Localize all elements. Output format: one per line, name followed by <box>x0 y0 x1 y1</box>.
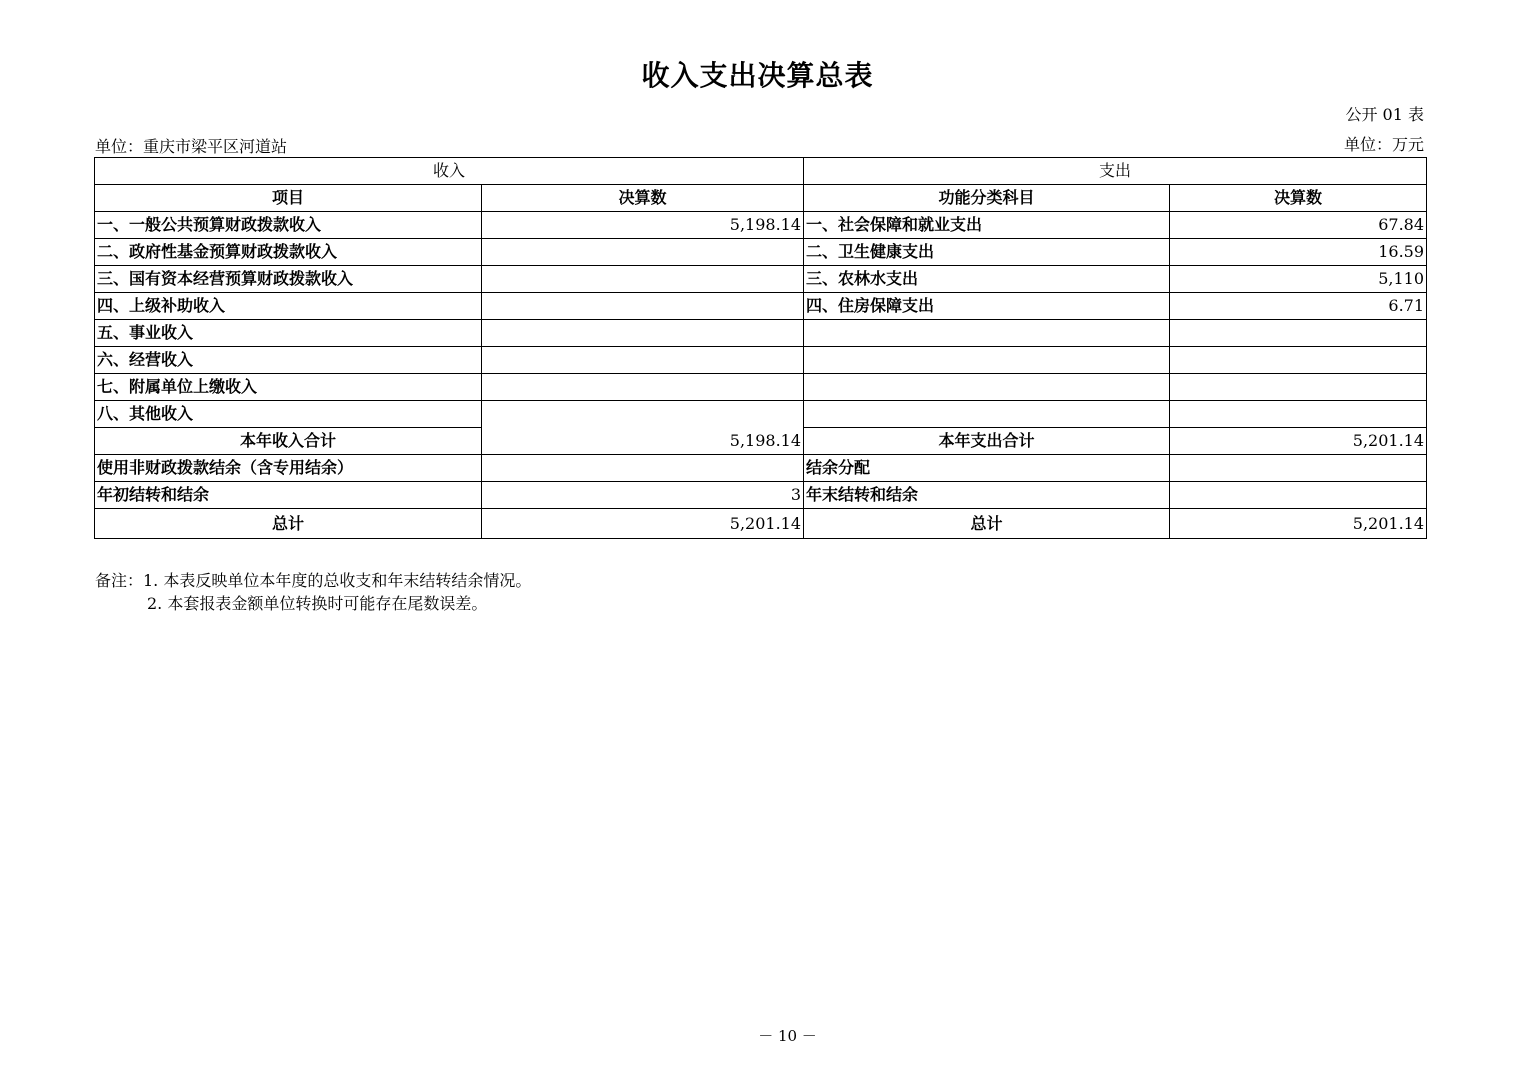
expense-item-label: 年末结转和结余 <box>804 482 1170 509</box>
income-item-label: 一、一般公共预算财政拨款收入 <box>95 212 482 239</box>
income-item-value <box>482 374 804 401</box>
income-item-label: 七、附属单位上缴收入 <box>95 374 482 401</box>
table-row <box>95 293 1427 320</box>
income-expense-table <box>94 157 1427 539</box>
table-row <box>95 374 1427 401</box>
expense-item-label: 四、住房保障支出 <box>804 293 1170 320</box>
income-item-value <box>482 239 804 266</box>
expense-item-label: 一、社会保障和就业支出 <box>804 212 1170 239</box>
expense-amount-column-header: 决算数 <box>1170 185 1427 212</box>
notes <box>95 569 531 615</box>
expense-item-label <box>804 320 1170 347</box>
table-column-header-row <box>95 185 1427 212</box>
expense-item-label <box>804 347 1170 374</box>
expense-item-value: 16.59 <box>1170 239 1427 266</box>
expense-item-value: 67.84 <box>1170 212 1427 239</box>
table-row <box>95 239 1427 266</box>
income-grand-total-value: 5,201.14 <box>482 509 804 539</box>
year-expense-total-value: 5,201.14 <box>1170 428 1427 455</box>
income-item-value <box>482 320 804 347</box>
income-item-label: 四、上级补助收入 <box>95 293 482 320</box>
income-item-label: 三、国有资本经营预算财政拨款收入 <box>95 266 482 293</box>
expense-item-value <box>1170 374 1427 401</box>
income-item-label: 年初结转和结余 <box>95 482 482 509</box>
expense-item-label <box>804 374 1170 401</box>
income-item-label: 使用非财政拨款结余（含专用结余） <box>95 455 482 482</box>
income-item-label: 五、事业收入 <box>95 320 482 347</box>
function-subject-column-header: 功能分类科目 <box>804 185 1170 212</box>
income-item-label: 八、其他收入 <box>95 401 482 428</box>
page-title: 收入支出决算总表 <box>641 59 874 92</box>
year-expense-total-label: 本年支出合计 <box>804 428 1170 455</box>
income-item-label: 二、政府性基金预算财政拨款收入 <box>95 239 482 266</box>
income-item-value: 5,198.14 <box>482 212 804 239</box>
income-item-value <box>482 455 804 482</box>
note-line: 备注：1. 本表反映单位本年度的总收支和年末结转结余情况。 <box>95 571 532 590</box>
income-amount-column-header: 决算数 <box>482 185 804 212</box>
expense-grand-total-value: 5,201.14 <box>1170 509 1427 539</box>
year-income-total-value: 5,198.14 <box>482 401 804 455</box>
item-column-header: 项目 <box>95 185 482 212</box>
page-number: － 10 － <box>758 1027 817 1045</box>
grand-total-row <box>95 509 1427 539</box>
money-unit: 单位：万元 <box>1343 135 1424 154</box>
year-income-total-label: 本年收入合计 <box>95 428 482 455</box>
income-item-value <box>482 347 804 374</box>
table-row <box>95 482 1427 509</box>
reporting-unit: 单位：重庆市梁平区河道站 <box>95 137 288 156</box>
table-row <box>95 320 1427 347</box>
income-item-value <box>482 293 804 320</box>
table-row <box>95 212 1427 239</box>
expense-grand-total-label: 总计 <box>804 509 1170 539</box>
expense-item-value <box>1170 320 1427 347</box>
income-item-label: 六、经营收入 <box>95 347 482 374</box>
table-row <box>95 401 1427 428</box>
expense-item-value <box>1170 455 1427 482</box>
expense-item-value: 6.71 <box>1170 293 1427 320</box>
expense-section-header: 支出 <box>804 158 1427 185</box>
table-section-header-row <box>95 158 1427 185</box>
income-item-value <box>482 266 804 293</box>
table-row <box>95 455 1427 482</box>
expense-item-value <box>1170 347 1427 374</box>
expense-item-label <box>804 401 1170 428</box>
income-item-value: 3 <box>482 482 804 509</box>
expense-item-value: 5,110 <box>1170 266 1427 293</box>
form-code: 公开 01 表 <box>1345 105 1424 124</box>
expense-item-value <box>1170 482 1427 509</box>
income-grand-total-label: 总计 <box>95 509 482 539</box>
expense-item-label: 三、农林水支出 <box>804 266 1170 293</box>
note-line: 2. 本套报表金额单位转换时可能存在尾数误差。 <box>147 594 488 613</box>
table-row <box>95 347 1427 374</box>
expense-item-label: 二、卫生健康支出 <box>804 239 1170 266</box>
table-row <box>95 266 1427 293</box>
expense-item-label: 结余分配 <box>804 455 1170 482</box>
income-section-header: 收入 <box>95 158 804 185</box>
expense-item-value <box>1170 401 1427 428</box>
